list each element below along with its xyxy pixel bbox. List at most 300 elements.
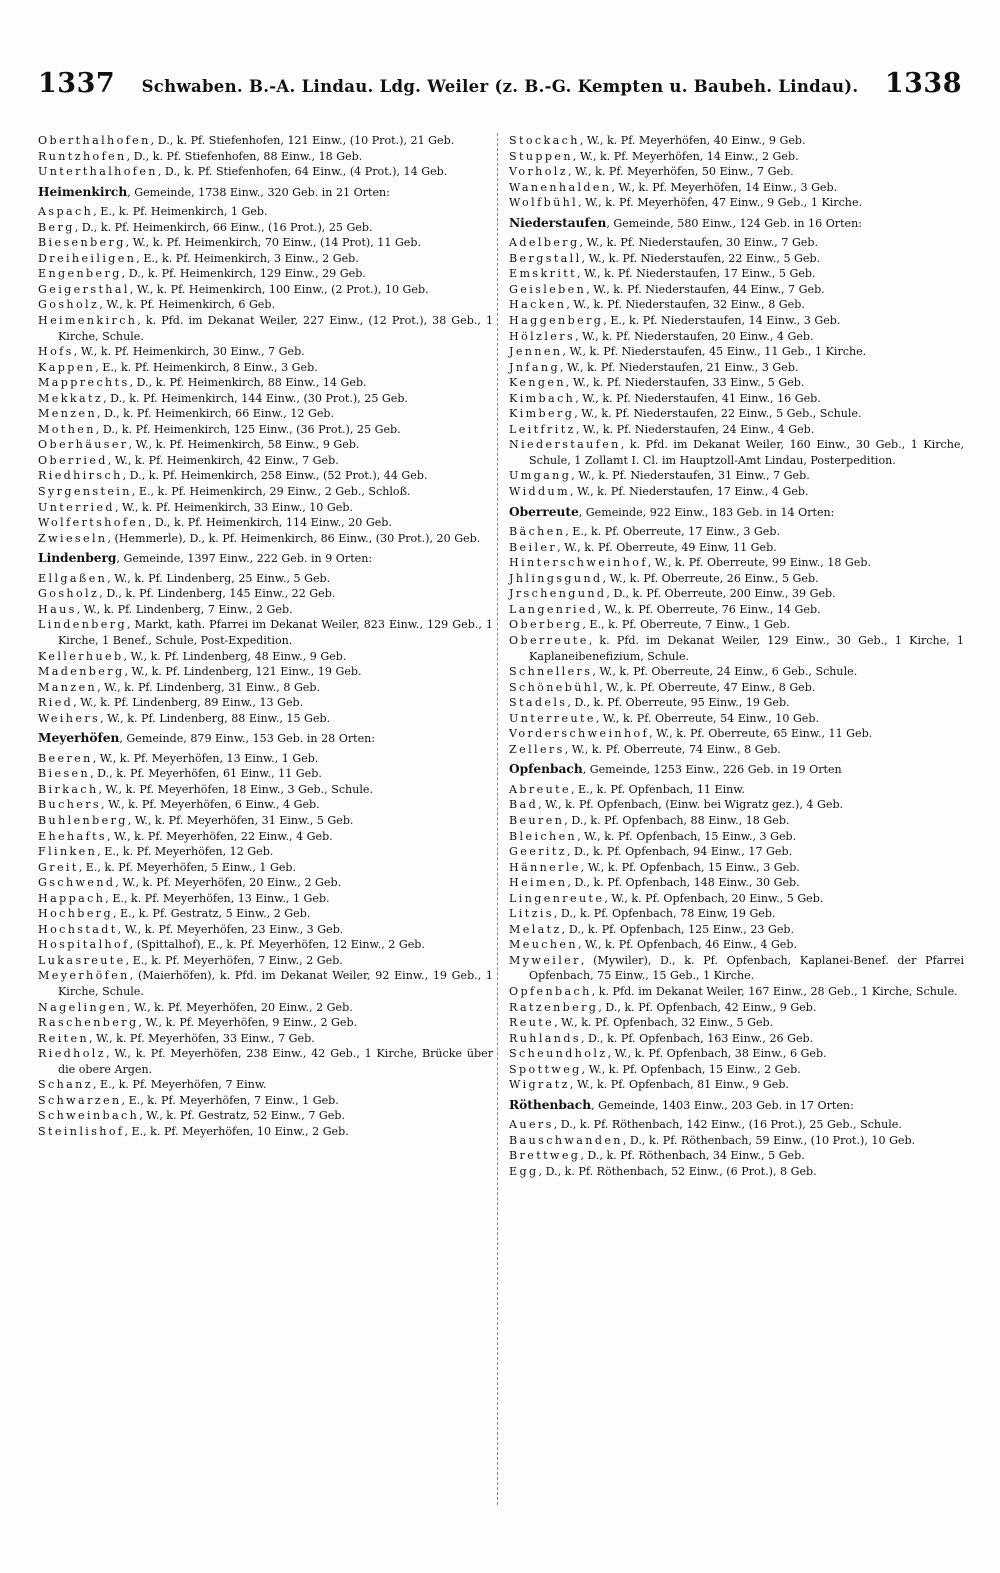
place-name: Beiler xyxy=(509,540,558,554)
municipality-name: Niederstaufen xyxy=(509,215,607,230)
place-name: Langenried xyxy=(509,602,598,616)
municipality-heading xyxy=(509,1098,964,1114)
place-name: Myweiler xyxy=(509,953,581,967)
place-name: Wanenhalden xyxy=(509,180,612,194)
place-entry xyxy=(38,813,493,829)
place-entry xyxy=(509,617,964,633)
place-name: Hochstadt xyxy=(38,922,118,936)
place-name: Ruhlands xyxy=(509,1031,581,1045)
place-entry xyxy=(38,844,493,860)
place-entry xyxy=(38,906,493,922)
place-entry xyxy=(509,235,964,251)
place-entry xyxy=(509,1046,964,1062)
place-entry xyxy=(509,391,964,407)
place-name: Schnellers xyxy=(509,665,593,679)
place-name: Biesenberg xyxy=(38,236,126,250)
place-entry xyxy=(509,922,964,938)
place-entry xyxy=(38,937,493,953)
entry-details: , (Spittalhof), E., k. Pf. Meyerhöfen, 12 Einw., 2 Geb. xyxy=(129,938,425,952)
place-entry xyxy=(509,1148,964,1164)
entry-details: , D., k. Pf. Stiefenhofen, 64 Einw., (4 Prot.), 14 Geb. xyxy=(157,165,448,179)
place-entry xyxy=(38,1124,493,1140)
place-entry xyxy=(509,180,964,196)
entry-details: , E., k. Pf. Meyerhöfen, 13 Einw., 1 Geb. xyxy=(105,891,330,905)
entry-details: , D., k. Pf. Heimenkirch, 114 Einw., 20 Geb. xyxy=(147,516,392,530)
place-name: Aspach xyxy=(38,205,94,219)
place-entry xyxy=(38,164,493,180)
place-entry xyxy=(38,860,493,876)
place-entry xyxy=(38,922,493,938)
place-name: Oberreute xyxy=(509,633,589,647)
place-name: Bleichen xyxy=(509,829,578,843)
place-name: Schwarzen xyxy=(38,1093,122,1107)
place-entry xyxy=(509,711,964,727)
entry-details: , W., k. Pf. Meyerhöfen, 9 Einw., 2 Geb. xyxy=(138,1016,358,1030)
place-name: Bad xyxy=(509,798,539,812)
municipality-name: Oberreute xyxy=(509,504,579,519)
entry-details: , k. Pfd. im Dekanat Weiler, 129 Einw., 30 Geb., 1 Kirche, 1 Kaplaneibenefizium, Schule. xyxy=(529,633,964,663)
place-entry xyxy=(38,1093,493,1109)
entry-details: , E., k. Pf. Meyerhöfen, 10 Einw., 2 Geb. xyxy=(124,1124,349,1138)
place-entry xyxy=(509,726,964,742)
place-entry xyxy=(509,251,964,267)
place-entry xyxy=(38,204,493,220)
place-name: Melatz xyxy=(509,922,562,936)
place-entry xyxy=(38,484,493,500)
place-entry xyxy=(38,235,493,251)
entry-details: , E., k. Pf. Gestratz, 5 Einw., 2 Geb. xyxy=(112,907,311,921)
place-name: Greit xyxy=(38,860,79,874)
entry-details: , W., k. Pf. Niederstaufen, 32 Einw., 8 Geb. xyxy=(566,298,805,312)
place-entry xyxy=(38,468,493,484)
entry-details: , W., k. Pf. Meyerhöfen, 50 Einw., 7 Geb. xyxy=(568,165,794,179)
place-name: Bauschwanden xyxy=(509,1133,623,1147)
place-name: Jennen xyxy=(509,345,563,359)
entry-details: , W., k. Pf. Heimenkirch, 58 Einw., 9 Geb. xyxy=(128,438,360,452)
entry-details: , W., k. Pf. Niederstaufen, 30 Einw., 7 Geb. xyxy=(579,236,818,250)
entry-details: , W., k. Pf. Oberreute, 49 Einw, 11 Geb. xyxy=(557,540,777,554)
place-name: Ehehafts xyxy=(38,829,108,843)
place-name: Syrgenstein xyxy=(38,485,132,499)
entry-details: , D., k. Pf. Opfenbach, 148 Einw., 30 Geb. xyxy=(567,876,800,890)
entry-details: , D., k. Pf. Heimenkirch, 129 Einw., 29 Geb. xyxy=(121,267,366,281)
municipality-heading xyxy=(38,731,493,747)
place-name: Happach xyxy=(38,891,106,905)
entry-details: , W., k. Pf. Meyerhöfen, 13 Einw., 1 Geb. xyxy=(92,751,319,765)
municipality-heading xyxy=(38,185,493,201)
place-entry xyxy=(38,282,493,298)
entry-details: , W., k. Pf. Opfenbach, 15 Einw., 3 Geb. xyxy=(580,860,800,874)
place-entry xyxy=(38,766,493,782)
entry-details: , D., k. Pf. Heimenkirch, 88 Einw., 14 Geb. xyxy=(129,376,367,390)
place-name: Adelberg xyxy=(509,236,580,250)
entry-details: , E., k. Pf. Heimenkirch, 29 Einw., 2 Geb., Schloß. xyxy=(131,485,411,499)
place-entry xyxy=(509,680,964,696)
place-entry xyxy=(509,1000,964,1016)
place-entry xyxy=(509,891,964,907)
place-name: Beeren xyxy=(38,751,93,765)
entry-details: , W., k. Pf. Niederstaufen, 44 Einw., 7 Geb. xyxy=(586,282,825,296)
place-name: Unterthalhofen xyxy=(38,165,158,179)
place-name: Kengen xyxy=(509,376,566,390)
entry-details: , E., k. Pf. Heimenkirch, 8 Einw., 3 Geb. xyxy=(95,360,318,374)
entry-details: , D., k. Pf. Röthenbach, 52 Einw., (6 Prot.), 8 Geb. xyxy=(538,1165,817,1178)
place-name: Ellgaßen xyxy=(38,571,108,585)
entry-details: , W., k. Pf. Niederstaufen, 17 Einw., 5 Geb. xyxy=(577,267,816,281)
entry-details: , D., k. Pf. Heimenkirch, 66 Einw., (16 Prot.), 25 Geb. xyxy=(74,220,373,234)
entry-details: , W., k. Pf. Meyerhöfen, 238 Einw., 42 Geb., 1 Kirche, Brücke über die obere Argen. xyxy=(58,1047,493,1076)
place-entry xyxy=(38,375,493,391)
entry-details: , W., k. Pf. Heimenkirch, 30 Einw., 7 Geb. xyxy=(73,345,305,359)
entry-details: , D., k. Pf. Meyerhöfen, 61 Einw., 11 Geb. xyxy=(90,767,322,781)
place-entry xyxy=(38,1046,493,1077)
entry-details: , E., k. Pf. Meyerhöfen, 12 Geb. xyxy=(97,845,274,859)
place-name: Stuppen xyxy=(509,149,573,163)
right-page-number: 1338 xyxy=(884,68,962,99)
entry-details: , E., k. Pf. Meyerhöfen, 5 Einw., 1 Geb. xyxy=(78,860,297,874)
place-name: Biesen xyxy=(38,767,91,781)
place-name: Widdum xyxy=(509,485,571,499)
entry-details: , D., k. Pf. Opfenbach, 94 Einw., 17 Geb. xyxy=(566,845,793,859)
place-entry xyxy=(38,344,493,360)
place-entry xyxy=(509,437,964,468)
entry-details: , D., k. Pf. Heimenkirch, 125 Einw., (36 Prot.), 25 Geb. xyxy=(95,422,401,436)
place-entry xyxy=(509,195,964,211)
entry-details: , W., k. Pf. Meyerhöfen, 18 Einw., 3 Geb., Schule. xyxy=(98,782,373,796)
place-name: Gosholz xyxy=(38,587,100,601)
place-entry xyxy=(38,133,493,149)
entry-details: , W., k. Pf. Opfenbach, 15 Einw., 3 Geb. xyxy=(577,829,797,843)
place-entry xyxy=(509,937,964,953)
place-name: Bächen xyxy=(509,525,566,539)
place-name: Gosholz xyxy=(38,298,100,312)
place-entry xyxy=(509,468,964,484)
place-entry xyxy=(509,313,964,329)
place-name: Flinken xyxy=(38,845,98,859)
place-name: Kappen xyxy=(38,360,96,374)
place-entry xyxy=(509,282,964,298)
entry-details: , W., k. Pf. Meyerhöfen, 47 Einw., 9 Geb., 1 Kirche. xyxy=(578,196,863,210)
place-name: Dreiheiligen xyxy=(38,251,137,265)
entry-details: , W., k. Pf. Opfenbach, 20 Einw., 5 Geb. xyxy=(604,891,824,905)
place-entry xyxy=(38,422,493,438)
entry-details: , k. Pfd. im Dekanat Weiler, 167 Einw., 28 Geb., 1 Kirche, Schule. xyxy=(591,984,958,998)
place-entry xyxy=(38,1015,493,1031)
place-entry xyxy=(509,1062,964,1078)
place-entry xyxy=(509,860,964,876)
entry-details: , W., k. Pf. Niederstaufen, 17 Einw., 4 Geb. xyxy=(570,485,809,499)
place-name: Meuchen xyxy=(509,938,578,952)
entry-details: , W., k. Pf. Opfenbach, 81 Einw., 9 Geb. xyxy=(569,1078,789,1092)
entry-details: , W., k. Pf. Oberreute, 54 Einw., 10 Geb. xyxy=(595,711,819,725)
column-divider xyxy=(497,133,498,1505)
place-entry xyxy=(509,1164,964,1180)
place-name: Hacken xyxy=(509,298,567,312)
place-entry xyxy=(509,375,964,391)
place-entry xyxy=(38,297,493,313)
place-name: Jnfang xyxy=(509,360,560,374)
place-entry xyxy=(38,602,493,618)
place-entry xyxy=(38,680,493,696)
entry-details: , W., k. Pf. Heimenkirch, 100 Einw., (2 Prot.), 10 Geb. xyxy=(129,282,429,296)
place-name: Ratzenberg xyxy=(509,1000,599,1014)
place-entry xyxy=(509,742,964,758)
entry-details: , W., k. Pf. Meyerhöfen, 33 Einw., 7 Geb. xyxy=(89,1031,315,1045)
left-column xyxy=(38,133,493,1139)
entry-details: , (Mywiler), D., k. Pf. Opfenbach, Kaplanei-Benef. der Pfarrei Opfenbach, 75 Einw., 15 Geb., 1 Kirche. xyxy=(529,953,964,983)
place-entry xyxy=(509,1015,964,1031)
right-column xyxy=(509,133,964,1180)
place-name: Abreute xyxy=(509,782,571,796)
place-name: Berg xyxy=(38,220,75,234)
place-name: Madenberg xyxy=(38,665,125,679)
place-name: Ried xyxy=(38,696,74,710)
entry-details: , k. Pfd. im Dekanat Weiler, 227 Einw., (12 Prot.), 38 Geb., 1 Kirche, Schule. xyxy=(58,314,493,343)
place-entry xyxy=(509,133,964,149)
entry-details: , Gemeinde, 580 Einw., 124 Geb. in 16 Orten: xyxy=(606,216,863,230)
entry-details: , W., k. Pf. Niederstaufen, 33 Einw., 5 Geb. xyxy=(565,376,805,390)
entry-details: , D., k. Pf. Opfenbach, 42 Einw., 9 Geb. xyxy=(598,1000,817,1014)
place-name: Bergstall xyxy=(509,251,582,265)
entry-details: , W., k. Pf. Niederstaufen, 22 Einw., 5 Geb. xyxy=(581,251,821,265)
entry-details: , E., k. Pf. Oberreute, 17 Einw., 3 Geb. xyxy=(565,525,780,539)
entry-details: , W., k. Pf. Lindenberg, 88 Einw., 15 Geb. xyxy=(100,711,331,725)
place-entry xyxy=(38,531,493,547)
entry-details: , D., k. Pf. Heimenkirch, 66 Einw., 12 Geb. xyxy=(97,407,335,421)
place-name: Jhlingsgund xyxy=(509,571,603,585)
place-name: Leitfritz xyxy=(509,422,576,436)
place-entry xyxy=(509,813,964,829)
entry-details: , W., k. Pf. Heimenkirch, 6 Geb. xyxy=(99,298,276,312)
entry-details: , W., k. Pf. Niederstaufen, 24 Einw., 4 Geb. xyxy=(575,422,815,436)
entry-details: , D., k. Pf. Röthenbach, 59 Einw., (10 Prot.), 10 Geb. xyxy=(622,1133,916,1147)
place-name: Birkach xyxy=(38,782,99,796)
place-entry xyxy=(38,360,493,376)
entry-details: , Gemeinde, 1253 Einw., 226 Geb. in 19 Orten xyxy=(582,763,842,777)
place-entry xyxy=(38,1000,493,1016)
place-name: Meyerhöfen xyxy=(38,969,130,983)
place-name: Mothen xyxy=(38,422,96,436)
entry-details: , E., k. Pf. Heimenkirch, 1 Geb. xyxy=(93,205,268,219)
place-name: Haggenberg xyxy=(509,314,604,328)
entry-details: , W., k. Pf. Opfenbach, 46 Einw., 4 Geb. xyxy=(577,938,798,952)
entry-details: , W., k. Pf. Meyerhöfen, 6 Einw., 4 Geb. xyxy=(101,798,320,812)
place-entry xyxy=(38,695,493,711)
entry-details: , E., k. Pf. Oberreute, 7 Einw., 1 Geb. xyxy=(582,618,791,632)
place-entry xyxy=(38,649,493,665)
entry-details: , W., k. Pf. Meyerhöfen, 40 Einw., 9 Geb. xyxy=(579,134,806,147)
entry-details: , E., k. Pf. Meyerhöfen, 7 Einw. xyxy=(92,1078,267,1092)
place-entry xyxy=(38,313,493,344)
place-entry xyxy=(509,484,964,500)
entry-details: , D., k. Pf. Opfenbach, 125 Einw., 23 Geb. xyxy=(561,922,795,936)
entry-details: , E., k. Pf. Heimenkirch, 3 Einw., 2 Geb. xyxy=(136,251,359,265)
entry-details: , W., k. Pf. Heimenkirch, 33 Einw., 10 Geb. xyxy=(114,500,353,514)
place-name: Vorholz xyxy=(509,165,568,179)
place-name: Geisleben xyxy=(509,282,587,296)
place-entry xyxy=(509,555,964,571)
entry-details: , W., k. Pf. Oberreute, 47 Einw., 8 Geb. xyxy=(599,680,816,694)
entry-details: , W., k. Pf. Oberreute, 26 Einw., 5 Geb. xyxy=(602,571,819,585)
place-name: Umgang xyxy=(509,469,572,483)
entry-details: , W., k. Pf. Niederstaufen, 20 Einw., 4 Geb. xyxy=(575,329,814,343)
entry-details: , W., k. Pf. Meyerhöfen, 20 Einw., 2 Geb. xyxy=(127,1000,353,1014)
place-entry xyxy=(509,406,964,422)
entry-details: , W., k. Pf. Niederstaufen, 45 Einw., 11 Geb., 1 Kirche. xyxy=(562,345,867,359)
place-name: Buchers xyxy=(38,798,102,812)
place-name: Opfenbach xyxy=(509,984,592,998)
place-name: Oberried xyxy=(38,453,108,467)
entry-details: , W., k. Pf. Niederstaufen, 21 Einw., 3 Geb. xyxy=(559,360,799,374)
place-entry xyxy=(509,344,964,360)
entry-details: , E., k. Pf. Meyerhöfen, 7 Einw., 2 Geb. xyxy=(125,953,343,967)
place-entry xyxy=(38,953,493,969)
entry-details: , D., k. Pf. Röthenbach, 34 Einw., 5 Geb. xyxy=(580,1149,805,1163)
place-entry xyxy=(509,829,964,845)
entry-details: , W., k. Pf. Lindenberg, 25 Einw., 5 Geb. xyxy=(107,571,331,585)
place-entry xyxy=(38,875,493,891)
place-name: Riedhirsch xyxy=(38,469,123,483)
entry-details: , W., k. Pf. Lindenberg, 48 Einw., 9 Geb. xyxy=(123,649,347,663)
place-entry xyxy=(38,1031,493,1047)
entry-details: , W., k. Pf. Opfenbach, 38 Einw., 6 Geb. xyxy=(607,1047,827,1061)
place-entry xyxy=(38,500,493,516)
place-name: Vorderschweinhof xyxy=(509,727,650,741)
entry-details: , W., k. Pf. Oberreute, 99 Einw., 18 Geb. xyxy=(647,556,871,570)
entry-details: , W., k. Pf. Opfenbach, 32 Einw., 5 Geb. xyxy=(554,1016,774,1030)
place-name: Buhlenberg xyxy=(38,813,128,827)
place-entry xyxy=(509,1117,964,1133)
entry-details: , D., k. Pf. Opfenbach, 163 Einw., 26 Geb. xyxy=(580,1031,814,1045)
place-name: Hännerle xyxy=(509,860,581,874)
entry-details: , W., k. Pf. Lindenberg, 121 Einw., 19 Geb. xyxy=(124,665,362,679)
entry-details: , D., k. Pf. Opfenbach, 78 Einw, 19 Geb. xyxy=(553,907,776,921)
place-name: Hofs xyxy=(38,345,74,359)
place-entry xyxy=(38,1077,493,1093)
entry-details: , E., k. Pf. Niederstaufen, 14 Einw., 3 Geb. xyxy=(603,314,841,328)
place-name: Stadels xyxy=(509,696,568,710)
place-name: Reute xyxy=(509,1016,555,1030)
municipality-heading xyxy=(509,762,964,778)
place-entry xyxy=(509,633,964,664)
entry-details: , W., k. Pf. Niederstaufen, 41 Einw., 16 Geb. xyxy=(575,391,821,405)
municipality-heading xyxy=(509,216,964,232)
place-entry xyxy=(38,829,493,845)
entry-details: , W., k. Pf. Heimenkirch, 42 Einw., 7 Geb. xyxy=(107,453,339,467)
entry-details: , W., k. Pf. Oberreute, 74 Einw., 8 Geb. xyxy=(564,742,781,756)
municipality-heading xyxy=(38,551,493,567)
entry-details: , W., k. Pf. Niederstaufen, 31 Einw., 7 Geb. xyxy=(571,469,810,483)
place-name: Runtzhofen xyxy=(38,149,127,163)
entry-details: , D., k. Pf. Lindenberg, 145 Einw., 22 Geb. xyxy=(99,587,336,601)
place-name: Heimenkirch xyxy=(38,314,138,328)
place-entry xyxy=(509,1031,964,1047)
place-entry xyxy=(38,617,493,648)
place-name: Manzen xyxy=(38,680,98,694)
place-name: Lindenberg xyxy=(38,618,127,632)
entry-details: , W., k. Pf. Lindenberg, 89 Einw., 13 Geb. xyxy=(73,696,304,710)
place-name: Mekkatz xyxy=(38,391,104,405)
place-name: Kimberg xyxy=(509,407,575,421)
running-title: Schwaben. B.-A. Lindau. Ldg. Weiler (z. B.-G. Kempten u. Baubeh. Lindau). xyxy=(141,77,859,96)
place-name: Oberberg xyxy=(509,618,583,632)
place-name: Unterreute xyxy=(509,711,596,725)
place-name: Unterried xyxy=(38,500,115,514)
entry-details: , D., k. Pf. Opfenbach, 88 Einw., 18 Geb. xyxy=(564,813,790,827)
entry-details: , W., k. Pf. Oberreute, 65 Einw., 11 Geb. xyxy=(649,727,873,741)
entry-details: , D., k. Pf. Röthenbach, 142 Einw., (16 Prot.), 25 Geb., Schule. xyxy=(553,1118,902,1132)
place-entry xyxy=(509,953,964,984)
place-entry xyxy=(509,906,964,922)
place-name: Raschenberg xyxy=(38,1016,139,1030)
entry-details: , W., k. Pf. Meyerhöfen, 31 Einw., 5 Geb. xyxy=(127,813,354,827)
place-name: Scheundholz xyxy=(509,1047,608,1061)
place-name: Wolfbühl xyxy=(509,196,579,210)
entry-details: , E., k. Pf. Meyerhöfen, 7 Einw., 1 Geb. xyxy=(121,1093,339,1107)
place-name: Zwieseln xyxy=(38,531,108,545)
place-entry xyxy=(38,266,493,282)
place-name: Hospitalhof xyxy=(38,938,130,952)
place-name: Litzis xyxy=(509,907,554,921)
place-name: Lukasreute xyxy=(38,953,126,967)
entry-details: , W., k. Pf. Lindenberg, 31 Einw., 8 Geb. xyxy=(97,680,321,694)
place-entry xyxy=(38,251,493,267)
place-entry xyxy=(38,437,493,453)
place-entry xyxy=(38,968,493,999)
place-entry xyxy=(509,782,964,798)
entry-details: , W., k. Pf. Meyerhöfen, 14 Einw., 2 Geb. xyxy=(572,149,799,163)
entry-details: , W., k. Pf. Oberreute, 24 Einw., 6 Geb., Schule. xyxy=(592,665,858,679)
place-entry xyxy=(509,586,964,602)
place-name: Emskritt xyxy=(509,267,578,281)
place-entry xyxy=(38,515,493,531)
place-name: Auers xyxy=(509,1118,554,1132)
place-name: Reiten xyxy=(38,1031,90,1045)
place-entry xyxy=(38,453,493,469)
place-entry xyxy=(38,220,493,236)
place-name: Lingenreute xyxy=(509,891,605,905)
place-entry xyxy=(38,782,493,798)
municipality-heading xyxy=(509,505,964,521)
place-name: Gschwend xyxy=(38,876,116,890)
place-entry xyxy=(509,422,964,438)
entry-details: , W., k. Pf. Meyerhöfen, 14 Einw., 3 Geb. xyxy=(611,180,838,194)
municipality-name: Meyerhöfen xyxy=(38,731,120,746)
entry-details: , W., k. Pf. Meyerhöfen, 22 Einw., 4 Geb. xyxy=(107,829,333,843)
place-name: Hochberg xyxy=(38,907,113,921)
place-name: Engenberg xyxy=(38,267,122,281)
entry-details: , D., k. Pf. Stiefenhofen, 121 Einw., (10 Prot.), 21 Geb. xyxy=(150,134,455,147)
place-entry xyxy=(509,844,964,860)
entry-details: , D., k. Pf. Oberreute, 200 Einw., 39 Geb. xyxy=(606,587,836,601)
place-name: Brettweg xyxy=(509,1149,581,1163)
place-entry xyxy=(509,1133,964,1149)
place-name: Hinterschweinhof xyxy=(509,556,648,570)
place-entry xyxy=(38,664,493,680)
page-header xyxy=(38,68,962,108)
municipality-name: Heimenkirch xyxy=(38,184,128,199)
municipality-name: Lindenberg xyxy=(38,551,117,566)
place-entry xyxy=(38,751,493,767)
entry-details: , Gemeinde, 1403 Einw., 203 Geb. in 17 Orten: xyxy=(591,1098,854,1112)
place-name: Wigratz xyxy=(509,1078,570,1092)
entry-details: , W., k. Pf. Heimenkirch, 70 Einw., (14 Prot), 11 Geb. xyxy=(125,236,421,250)
place-entry xyxy=(509,164,964,180)
municipality-name: Opfenbach xyxy=(509,762,583,777)
entry-details: , W., k. Pf. Opfenbach, 15 Einw., 2 Geb. xyxy=(581,1062,801,1076)
place-name: Geeritz xyxy=(509,845,567,859)
place-name: Niederstaufen xyxy=(509,438,621,452)
